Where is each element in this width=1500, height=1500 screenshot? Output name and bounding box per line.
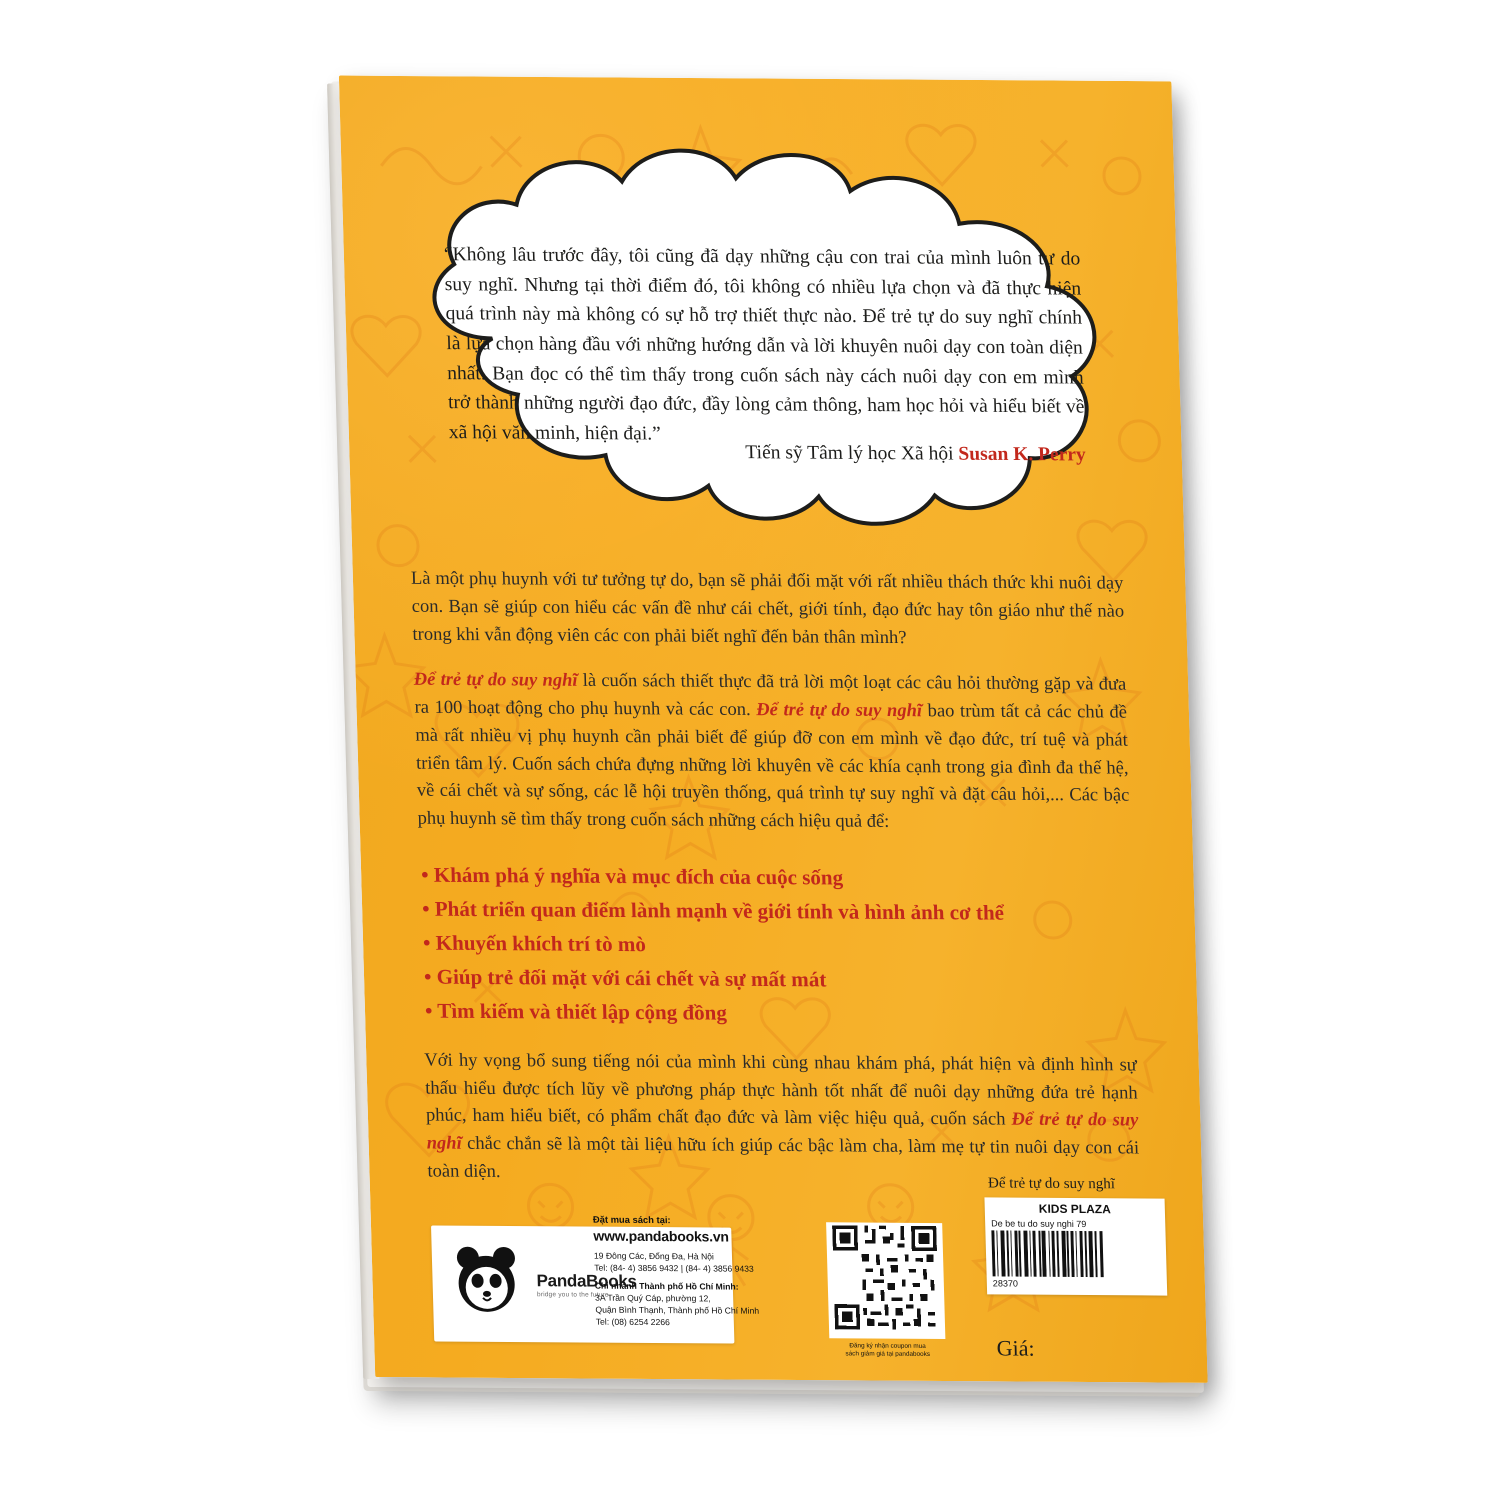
list-item: • Phát triển quan điểm lành mạnh về giới tính và hình ảnh cơ thể xyxy=(422,891,1133,930)
quote-attribution xyxy=(607,441,1086,466)
qr-caption xyxy=(826,1342,949,1360)
panda-icon xyxy=(437,1236,536,1333)
retail-price-sticker xyxy=(984,1197,1167,1295)
back-cover-copy xyxy=(411,566,1141,1209)
address-hcm-line-1: 3A Trần Quý Cáp, phường 12, xyxy=(594,1292,711,1304)
address-hanoi: 19 Đông Các, Đống Đa, Hà Nội xyxy=(593,1250,715,1262)
book-title-mention-2: Để trẻ tự do suy nghĩ xyxy=(755,700,923,722)
publisher-website[interactable]: www.pandabooks.vn xyxy=(593,1227,729,1245)
qr-code-block[interactable] xyxy=(823,1222,949,1359)
barcode-icon xyxy=(991,1230,1160,1277)
paragraph-2-part-1: là cuốn sách thiết thực đã trả lời một loạt các câu hỏi thường gặp và đưa ra 100 hoạt động cho phụ huynh và các con. xyxy=(414,671,1127,721)
publisher-contact-block xyxy=(593,1213,816,1330)
publisher-tagline: bridge you to the future xyxy=(536,1290,609,1299)
list-item: • Giúp trẻ đối mặt với cái chết và sự mất mát xyxy=(424,959,1135,998)
phone-hcm: Tel: (08) 6254 2266 xyxy=(595,1316,671,1328)
branch-label: Chi nhánh Thành phố Hồ Chí Minh: xyxy=(594,1280,739,1292)
order-lead-text: Đặt mua sách tại: xyxy=(592,1213,671,1226)
price-label: Giá: xyxy=(996,1335,1035,1361)
sticker-sku: De be tu do suy nghi 79 xyxy=(991,1218,1087,1230)
quote-attribution-prefix: Tiến sỹ Tâm lý học Xã hội xyxy=(745,442,959,465)
qr-code-icon[interactable] xyxy=(826,1222,945,1339)
qr-caption-line-1: Đăng ký nhận coupon mua xyxy=(849,1342,926,1350)
paragraph-3-part-2: chắc chắn sẽ là một tài liệu hữu ích giúp các bậc làm cha, làm mẹ tự tin nuôi dạy con cái toàn diện. xyxy=(427,1133,1140,1182)
paragraph-2-part-2: bao trùm tất cả các chủ đề mà rất nhiều vị phụ huynh cần phải biết để giúp đỡ con em mình về đạo đức, trí tuệ và phát triển tâm lý. Cuốn sách chứa đựng những lời khuyên về các khía cạnh trong gia đình đa thế hệ, về cái chết và sự sống, các lễ hội truyền thống, quá trình tự suy nghĩ và đặt câu hỏi,... Các bậc phụ huynh sẽ tìm thấy trong cuốn sách những cách hiệu quả để: xyxy=(415,701,1130,832)
phone-hanoi: Tel: (84- 4) 3856 9432 | (84- 4) 3856 9433 xyxy=(594,1263,754,1275)
paragraph-3 xyxy=(424,1047,1140,1191)
quote-author-name: Susan K. Perry xyxy=(958,443,1087,466)
cover-surface xyxy=(339,76,1208,1383)
qr-caption-line-2: sách giảm giá tại pandabooks xyxy=(845,1350,931,1359)
paragraph-2 xyxy=(413,667,1130,838)
list-item: • Khuyến khích trí tò mò xyxy=(423,925,1134,964)
book-back-cover xyxy=(230,37,1271,1473)
sticker-number: 28370 xyxy=(992,1278,1019,1289)
book-title-near-sticker: Để trẻ tự do suy nghĩ xyxy=(987,1175,1116,1193)
book-title-mention-3: Để trẻ tự do suy nghĩ xyxy=(426,1109,1139,1154)
paragraph-1: Là một phụ huynh với tư tưởng tự do, bạn sẽ phải đối mặt với rất nhiều thách thức khi nuôi dạy con. Bạn sẽ giúp con hiểu các vấn đề như cái chết, giới tính, đạo đức hay tôn giáo như thế nào trong khi vẫn động viên các con phải biết nghĩ đến bản thân mình? xyxy=(410,568,1125,648)
store-name: KIDS PLAZA xyxy=(1038,1201,1112,1217)
publisher-name: PandaBooks xyxy=(536,1270,637,1291)
address-hcm-line-2: Quận Bình Thạnh, Thành phố Hồ Chí Minh xyxy=(595,1304,760,1316)
quote-text: “Không lâu trước đây, tôi cũng đã dạy những cậu con trai của mình luôn tự do suy nghĩ. Nhưng tại thời điểm đó, tôi không có nhiều lựa chọn và đã thực hiện quá trình này mà không có sự hỗ trợ thiết thực nào. Để trẻ tự do suy nghĩ chính là lựa chọn hàng đầu với những hướng dẫn và lời khuyên nuôi dạy con toàn diện nhất. Bạn đọc có thể tìm thấy trong cuốn sách này cách nuôi dạy con em mình trở thành những người đạo đức, đầy lòng cảm thông, ham học hỏi và hiểu biết về xã hội văn minh, hiện đại.” xyxy=(443,244,1085,445)
feature-bullet-list xyxy=(421,857,1136,1032)
paragraph-3-part-1: Với hy vọng bổ sung tiếng nói của mình khi cùng nhau khám phá, phát hiện và định hình sự thấu hiểu được tích lũy về phương pháp thực hành tốt nhất để nuôi dạy những đứa trẻ hạnh phúc, ham hiểu biết, có phẩm chất đạo đức và làm việc hiệu quả, cuốn sách xyxy=(424,1050,1138,1130)
list-item: • Tìm kiếm và thiết lập cộng đồng xyxy=(425,993,1136,1032)
quote-cloud xyxy=(368,124,1152,559)
book-title-mention-1: Để trẻ tự do suy nghĩ xyxy=(413,669,578,692)
list-item: • Khám phá ý nghĩa và mục đích của cuộc sống xyxy=(421,857,1132,896)
